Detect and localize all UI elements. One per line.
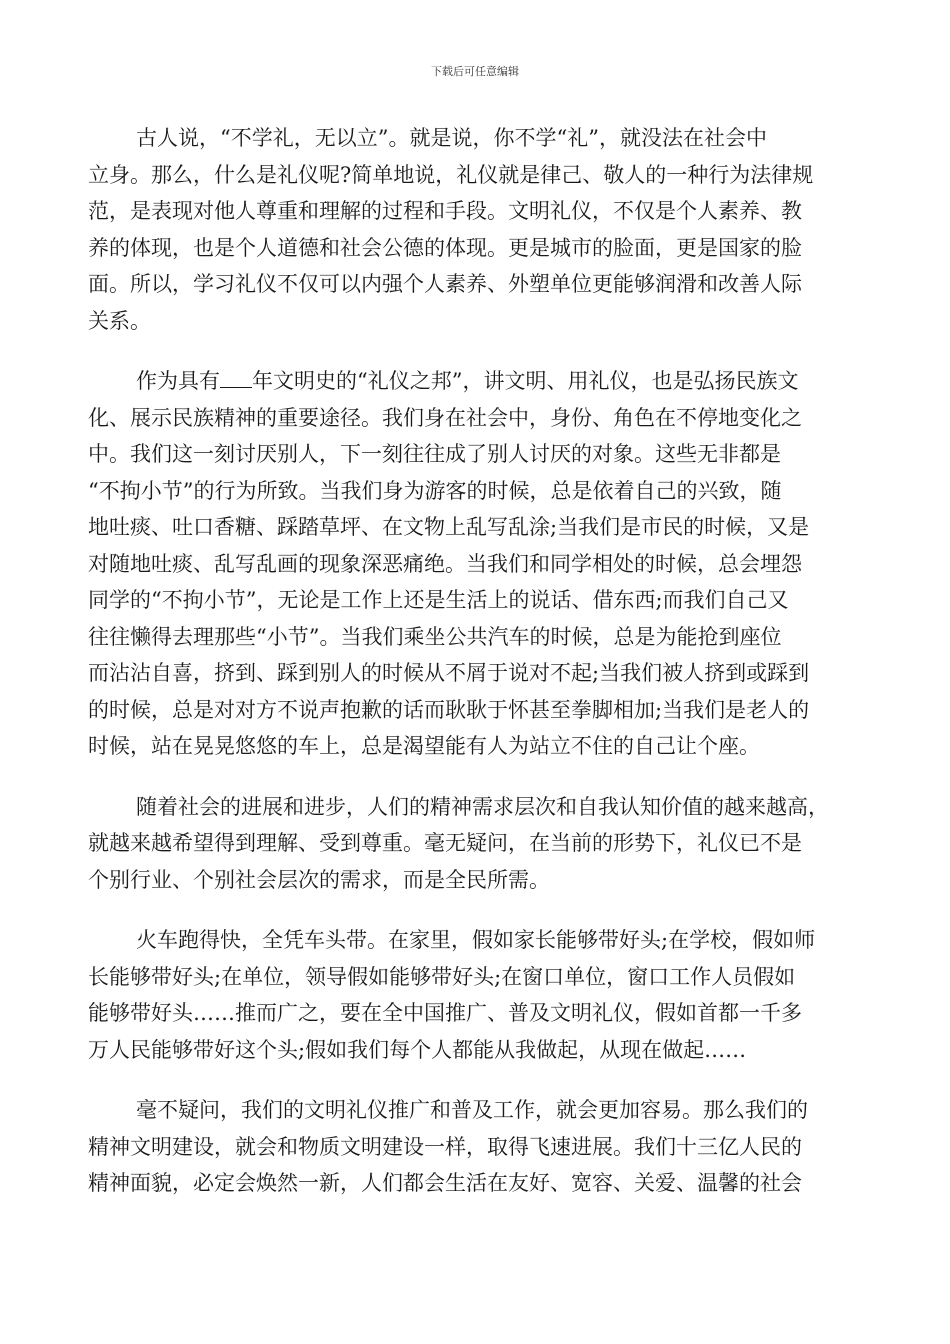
text-line: 精神面貌，必定会焕然一新，人们都会生活在友好、宽容、关爱、温馨的社会 — [88, 1171, 802, 1195]
text-line: 随着社会的进展和进步，人们的精神需求层次和自我认知价值的越来越高， — [136, 794, 829, 819]
text-line: 就越来越希望得到理解、受到尊重。毫无疑问，在当前的形势下，礼仪已不是 — [88, 831, 802, 855]
text-line: 对随地吐痰、乱写乱画的现象深恶痛绝。当我们和同学相处的时候，总会埋怨 — [88, 551, 802, 576]
fill-in-blank — [220, 369, 252, 388]
text-line: 火车跑得快，全凭车头带。在家里，假如家长能够带好头;在学校，假如师 — [136, 928, 816, 952]
text-line: “不拘小节”的行为所致。当我们身为游客的时候，总是依着自己的兴致，随 — [88, 478, 782, 503]
document-body — [88, 120, 862, 1226]
text-line: 化、展示民族精神的重要途径。我们身在社会中，身份、角色在不停地变化之 — [88, 405, 802, 430]
text-line: 万人民能够带好这个头;假如我们每个人都能从我做起，从现在做起…… — [88, 1037, 747, 1062]
text-line: 范，是表现对他人尊重和理解的过程和手段。文明礼仪，不仅是个人素养、教 — [88, 199, 802, 223]
text-line: 而沾沾自喜，挤到、踩到别人的时候从不屑于说对不起;当我们被人挤到或踩到 — [88, 661, 810, 685]
text-line: 精神文明建设，就会和物质文明建设一样，取得飞速进展。我们十三亿人民的 — [88, 1134, 802, 1159]
text-line: 个别行业、个别社会层次的需求，而是全民所需。 — [88, 867, 550, 892]
paragraph-3 — [88, 789, 862, 899]
text-line: 长能够带好头;在单位，领导假如能够带好头;在窗口单位，窗口工作人员假如 — [88, 964, 796, 989]
text-line: 面。所以，学习礼仪不仅可以内强个人素养、外塑单位更能够润滑和改善人际 — [88, 272, 802, 296]
text-line: 毫不疑问，我们的文明礼仪推广和普及工作，就会更加容易。那么我们的 — [136, 1098, 808, 1122]
paragraph-2 — [88, 363, 862, 765]
text-line: 同学的“不拘小节”，无论是工作上还是生活上的说话、借东西;而我们自己又 — [88, 588, 789, 612]
text-line: 中。我们这一刻讨厌别人，下一刻往往成了别人讨厌的对象。这些无非都是 — [88, 442, 781, 466]
paragraph-1 — [88, 120, 862, 339]
text-line: 地吐痰、吐口香糖、踩踏草坪、在文物上乱写乱涂;当我们是市民的时候，又是 — [88, 515, 810, 539]
paragraph-5 — [88, 1092, 862, 1202]
text-line: 能够带好头……推而广之，要在全中国推广、普及文明礼仪，假如首都一千多 — [88, 1001, 802, 1025]
text-fragment: 年文明史的“礼仪之邦”，讲文明、用礼仪，也是弘扬民族文 — [252, 369, 799, 393]
page-header: 下载后可任意编辑 — [431, 65, 519, 78]
text-line: 关系。 — [88, 308, 151, 333]
text-line: 往往懒得去理那些“小节”。当我们乘坐公共汽车的时候，总是为能抢到座位 — [88, 624, 782, 649]
text-fragment: 作为具有 — [136, 369, 220, 393]
text-line: 古人说，“不学礼，无以立”。就是说，你不学“礼”，就没法在社会中 — [136, 126, 767, 150]
text-line: 立身。那么，什么是礼仪呢?简单地说，礼仪就是律己、敬人的一种行为法律规 — [88, 162, 814, 187]
text-line: 养的体现，也是个人道德和社会公德的体现。更是城市的脸面，更是国家的脸 — [88, 235, 802, 260]
text-line — [88, 363, 862, 400]
paragraph-4 — [88, 922, 862, 1068]
text-line: 的时候，总是对对方不说声抱歉的话而耿耿于怀甚至拳脚相加;当我们是老人的 — [88, 697, 810, 722]
text-line: 时候，站在晃晃悠悠的车上，总是渴望能有人为站立不住的自己让个座。 — [88, 734, 760, 758]
